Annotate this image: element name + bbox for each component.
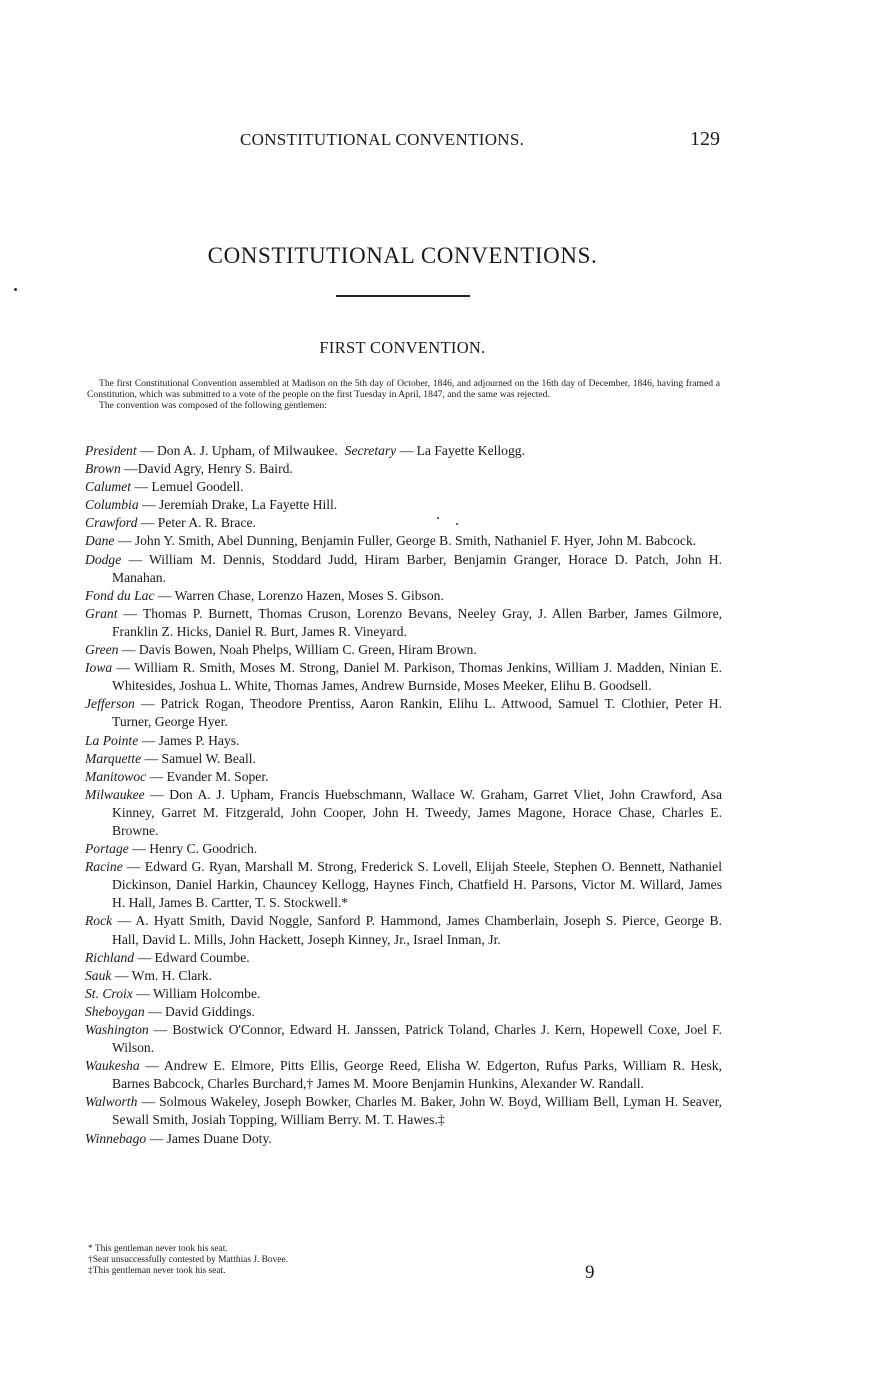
delegation-entry [85,605,722,641]
footnotes [88,1244,408,1276]
delegation-entry [85,1130,722,1148]
delegation-entry [85,551,722,587]
county-name: Winnebago [85,1130,147,1146]
county-name: Crawford [85,515,138,531]
county-members: — Davis Bowen, Noah Phelps, William C. Green, Hiram Brown. [118,642,477,658]
county-name: Jefferson [85,696,135,712]
county-name: Grant [85,605,118,621]
county-members: — Wm. H. Clark. [111,967,212,983]
county-members: — Evander M. Soper. [146,768,269,784]
delegation-entry [85,1021,722,1057]
county-name: Richland [85,949,135,965]
county-members: — William Holcombe. [132,985,261,1001]
county-name: Columbia [85,497,139,513]
delegation-entry [85,858,722,912]
delegation-entry [85,587,722,605]
county-name: Green [85,642,119,658]
print-speck [437,517,439,519]
delegation-entry [85,786,722,840]
delegation-entry [85,985,722,1003]
delegation-entry [85,732,722,750]
delegate-roster [85,442,722,1148]
running-header [85,130,720,154]
president-label: President [85,443,137,458]
county-name: Fond du Lac [85,587,155,603]
delegation-entry [85,750,722,768]
county-members: — Edward Coumbe. [134,949,250,965]
county-name: Milwaukee [85,786,145,802]
county-members: — Edward G. Ryan, Marshall M. Strong, Frederick S. Lovell, Elijah Steele, Stephen O. Bennett, Nathaniel Dickinson, Daniel Harkin, Chauncey Kellogg, Haynes Finch, Chatfield H. Parsons, Victor M. Willard, James H. Hall, James B. Cartter, T. S. Stockwell.* [112,859,722,911]
county-name: Marquette [85,750,142,766]
president-name: — Don A. J. Upham, of Milwaukee. [136,443,338,458]
delegation-entry [85,514,722,532]
county-members: — Andrew E. Elmore, Pitts Ellis, George Reed, Elisha W. Edgerton, Rufus Parks, William R. Hesk, Barnes Babcock, Charles Burchard,† James M. Moore Benjamin Hunkins, Alexander W. Randall. [112,1058,722,1092]
delegation-entry [85,912,722,948]
delegation-entry [85,478,722,496]
county-members: — James P. Hays. [138,732,240,748]
county-members: — Don A. J. Upham, Francis Huebschmann, Wallace W. Graham, Garret Vliet, John Crawford, Asa Kinney, Garret M. Fitzgerald, John Cooper, John H. Tweedy, James Magone, Horace Chase, Charles E. Browne. [112,786,722,838]
print-speck [456,523,458,525]
county-name: Manitowoc [85,768,147,784]
county-members: — A. Hyatt Smith, David Noggle, Sanford P. Hammond, James Chamberlain, Joseph S. Pierce, George B. Hall, David L. Mills, John Hackett, Joseph Kinney, Jr., Israel Inman, Jr. [112,913,722,947]
signature-mark: 9 [585,1262,595,1283]
delegation-entry [85,768,722,786]
footnote: †Seat unsuccessfully contested by Matthias J. Bovee. [88,1254,288,1265]
secretary-name: — La Fayette Kellogg. [396,443,525,458]
section-subtitle: FIRST CONVENTION. [319,338,486,357]
county-name: Portage [85,841,129,857]
county-members: — John Y. Smith, Abel Dunning, Benjamin Fuller, George B. Smith, Nathaniel F. Hyer, John M. Babcock. [114,533,697,549]
county-name: La Pointe [85,732,139,748]
delegation-entry [85,1057,722,1093]
officers-entry [85,442,722,460]
delegation-entry [85,659,722,695]
delegation-entry [85,949,722,967]
county-name: Racine [85,859,123,875]
delegation-entry [85,532,722,550]
footnote: ‡This gentleman never took his seat. [88,1265,226,1276]
county-members: — Thomas P. Burnett, Thomas Cruson, Lorenzo Bevans, Neeley Gray, J. Allen Barber, James Gilmore, Franklin Z. Hicks, Daniel R. Burt, James R. Vineyard. [112,605,722,639]
county-name: Dodge [85,551,122,567]
county-members: — James Duane Doty. [146,1130,272,1146]
secretary-label: Secretary [344,443,397,458]
county-members: —David Agry, Henry S. Baird. [120,461,293,477]
county-name: Calumet [85,479,132,495]
intro-paragraph: The first Constitutional Convention assembled at Madison on the 5th day of October, 1846, and adjourned on the 16th day of December, 1846, having framed a Constitution, which was submitted to a vote of the people on the first Tuesday in April, 1847, and the same was rejected. [87,378,720,400]
delegation-entry [85,695,722,731]
county-name: Washington [85,1022,149,1037]
county-name: Sheboygan [85,1003,145,1019]
county-members: — David Giddings. [144,1003,255,1019]
delegation-entry [85,460,722,478]
delegation-entry [85,967,722,985]
running-title: CONSTITUTIONAL CONVENTIONS. [240,130,525,149]
intro-composition: The convention was composed of the following gentlemen: [99,400,327,411]
county-members: — Lemuel Goodell. [131,479,244,495]
delegation-entry [85,496,722,514]
title-rule [336,295,470,297]
county-members: — Henry C. Goodrich. [128,841,258,857]
print-speck [14,288,17,291]
intro-block [87,378,720,411]
county-name: St. Croix [85,985,133,1001]
county-members: — William M. Dennis, Stoddard Judd, Hiram Barber, Benjamin Granger, Horace D. Patch, John H. Manahan. [112,551,722,585]
county-name: Waukesha [85,1058,140,1074]
county-members: — Warren Chase, Lorenzo Hazen, Moses S. Gibson. [154,587,444,603]
page-number: 129 [690,128,720,150]
county-name: Sauk [85,967,112,983]
county-members: — Patrick Rogan, Theodore Prentiss, Aaron Rankin, Elihu L. Attwood, Samuel T. Clothier, Peter H. Turner, George Hyer. [112,696,722,730]
delegation-entry [85,1093,722,1129]
county-members: — Jeremiah Drake, La Fayette Hill. [138,497,338,513]
county-members: — Solmous Wakeley, Joseph Bowker, Charles M. Baker, John W. Boyd, William Bell, Lyman H. Seaver, Sewall Smith, Josiah Topping, William Berry. M. T. Hawes.‡ [112,1094,722,1128]
county-members: — Bostwick O'Connor, Edward H. Janssen, Patrick Toland, Charles J. Kern, Hopewell Coxe, Joel F. Wilson. [112,1022,722,1056]
county-members: — Samuel W. Beall. [141,750,256,766]
page-title: CONSTITUTIONAL CONVENTIONS. [207,243,598,268]
delegation-entry [85,641,722,659]
county-members: — Peter A. R. Brace. [137,515,256,531]
delegation-entry [85,1003,722,1021]
county-members: — William R. Smith, Moses M. Strong, Daniel M. Parkison, Thomas Jenkins, William J. Madden, Ninian E. Whitesides, Joshua L. White, Thomas James, Andrew Burnside, Moses Meeker, Elihu B. Goodsell. [112,660,722,694]
county-name: Iowa [85,660,113,676]
county-name: Walworth [85,1094,138,1110]
delegation-entry [85,840,722,858]
county-name: Dane [85,533,115,549]
footnote: * This gentleman never took his seat. [88,1244,228,1254]
county-name: Brown [85,461,121,477]
county-name: Rock [85,913,113,929]
